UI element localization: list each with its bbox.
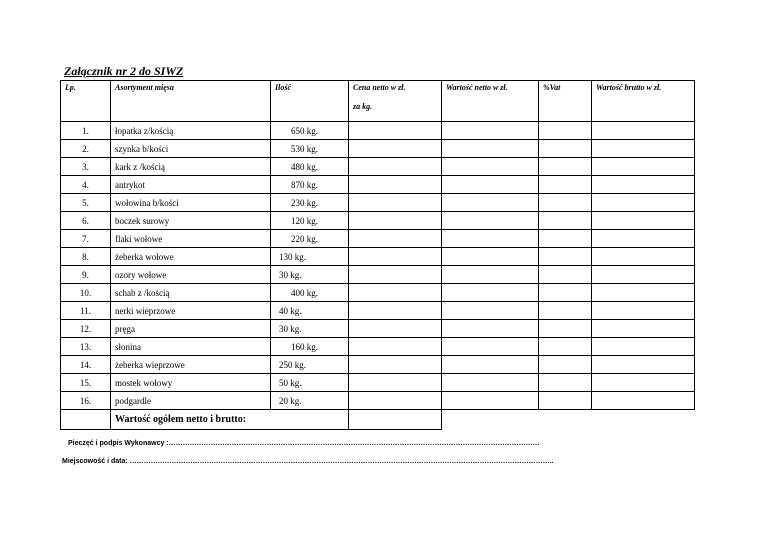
cell-asortyment: schab z /kością: [111, 284, 271, 302]
cell-asortyment: żeberka wieprzowe: [111, 356, 271, 374]
cell-asortyment: podgardle: [111, 392, 271, 410]
cell-cena: [349, 158, 442, 176]
cell-lp: 2.: [61, 140, 111, 158]
cell-cena: [349, 284, 442, 302]
cell-wartosc-brutto: [592, 374, 695, 392]
cell-cena: [349, 248, 442, 266]
table-row: [61, 392, 695, 410]
cell-wartosc-netto: [442, 320, 539, 338]
cell-asortyment: nerki wieprzowe: [111, 302, 271, 320]
cell-cena: [349, 122, 442, 140]
cell-lp: 13.: [61, 338, 111, 356]
cell-vat: [539, 194, 592, 212]
cell-ilosc: 250 kg.: [271, 356, 349, 374]
cell-vat: [539, 140, 592, 158]
cell-vat: [539, 356, 592, 374]
cell-wartosc-netto: [442, 212, 539, 230]
cell-lp: 15.: [61, 374, 111, 392]
table-row: [61, 338, 695, 356]
header-wartosc-brutto: Wartość brutto w zł.: [592, 81, 695, 122]
cell-vat: [539, 158, 592, 176]
cell-wartosc-brutto: [592, 248, 695, 266]
cell-lp: 9.: [61, 266, 111, 284]
cell-wartosc-brutto: [592, 158, 695, 176]
cell-ilosc: 50 kg.: [271, 374, 349, 392]
cell-ilosc: 20 kg.: [271, 392, 349, 410]
table-row: [61, 248, 695, 266]
cell-asortyment: szynka b/kości: [111, 140, 271, 158]
cell-wartosc-brutto: [592, 122, 695, 140]
cell-lp: 11.: [61, 302, 111, 320]
cell-wartosc-netto: [442, 392, 539, 410]
cell-cena: [349, 356, 442, 374]
cell-wartosc-brutto: [592, 284, 695, 302]
cell-asortyment: wołowina b/kości: [111, 194, 271, 212]
cell-ilosc: 40 kg.: [271, 302, 349, 320]
table-row: [61, 176, 695, 194]
header-row: [61, 81, 695, 122]
cell-wartosc-netto: [442, 230, 539, 248]
cell-lp: 10.: [61, 284, 111, 302]
cell-ilosc: 220 kg.: [271, 230, 349, 248]
cell-lp: 16.: [61, 392, 111, 410]
cell-asortyment: łopatka z/kością: [111, 122, 271, 140]
table-row: [61, 374, 695, 392]
total-row: [61, 410, 695, 430]
table-row: [61, 284, 695, 302]
cell-wartosc-brutto: [592, 392, 695, 410]
cell-ilosc: 160 kg.: [271, 338, 349, 356]
cell-wartosc-netto: [442, 374, 539, 392]
cell-wartosc-netto: [442, 266, 539, 284]
cell-asortyment: flaki wołowe: [111, 230, 271, 248]
cell-lp: 3.: [61, 158, 111, 176]
cell-vat: [539, 230, 592, 248]
signature-line: Pieczęć i podpis Wykonawcy :……………………………………………………………………………………………………………………………………………: [68, 440, 540, 447]
header-cena-line1: Cena netto w zł.: [353, 83, 406, 92]
cell-wartosc-brutto: [592, 266, 695, 284]
cell-cena: [349, 392, 442, 410]
header-cena: [349, 81, 442, 122]
cell-vat: [539, 392, 592, 410]
cell-wartosc-brutto: [592, 320, 695, 338]
price-table: [60, 80, 695, 430]
cell-total-value: [349, 410, 442, 430]
cell-wartosc-brutto: [592, 302, 695, 320]
table-row: [61, 158, 695, 176]
cell-asortyment: słonina: [111, 338, 271, 356]
header-wartosc-netto: Wartość netto w zł.: [442, 81, 539, 122]
cell-wartosc-brutto: [592, 338, 695, 356]
cell-wartosc-brutto: [592, 194, 695, 212]
cell-vat: [539, 374, 592, 392]
cell-lp: 1.: [61, 122, 111, 140]
cell-ilosc: 530 kg.: [271, 140, 349, 158]
header-lp: Lp.: [61, 81, 111, 122]
cell-wartosc-netto: [442, 122, 539, 140]
cell-lp: 6.: [61, 212, 111, 230]
table-row: [61, 302, 695, 320]
table-row: [61, 266, 695, 284]
cell-lp: 5.: [61, 194, 111, 212]
cell-cena: [349, 176, 442, 194]
cell-wartosc-brutto: [592, 140, 695, 158]
cell-wartosc-brutto: [592, 212, 695, 230]
cell-ilosc: 870 kg.: [271, 176, 349, 194]
cell-lp: 7.: [61, 230, 111, 248]
cell-asortyment: boczek surowy: [111, 212, 271, 230]
cell-asortyment: ozory wołowe: [111, 266, 271, 284]
cell-ilosc: 30 kg.: [271, 320, 349, 338]
cell-asortyment: żeberka wołowe: [111, 248, 271, 266]
table-row: [61, 320, 695, 338]
place-date-line: Miejscowość i data: ………………………………………………………………………………………………………………………………………………………………..: [62, 458, 554, 465]
total-label: Wartość ogółem netto i brutto:: [111, 410, 349, 430]
cell-asortyment: pręga: [111, 320, 271, 338]
table-row: [61, 212, 695, 230]
cell-wartosc-brutto: [592, 356, 695, 374]
cell-vat: [539, 302, 592, 320]
table-row: [61, 140, 695, 158]
cell-cena: [349, 194, 442, 212]
cell-wartosc-netto: [442, 176, 539, 194]
cell-cena: [349, 374, 442, 392]
cell-ilosc: 30 kg.: [271, 266, 349, 284]
cell-wartosc-netto: [442, 140, 539, 158]
cell-cena: [349, 320, 442, 338]
cell-vat: [539, 266, 592, 284]
cell-ilosc: 230 kg.: [271, 194, 349, 212]
cell-wartosc-netto: [442, 248, 539, 266]
cell-vat: [539, 248, 592, 266]
cell-vat: [539, 176, 592, 194]
cell-lp: 8.: [61, 248, 111, 266]
cell-lp: 4.: [61, 176, 111, 194]
table-row: [61, 230, 695, 248]
cell-wartosc-netto: [442, 194, 539, 212]
cell-wartosc-netto: [442, 158, 539, 176]
cell-ilosc: 400 kg.: [271, 284, 349, 302]
cell-asortyment: antrykot: [111, 176, 271, 194]
cell-vat: [539, 284, 592, 302]
cell-wartosc-brutto: [592, 176, 695, 194]
cell-wartosc-netto: [442, 284, 539, 302]
table-row: [61, 356, 695, 374]
table-row: [61, 194, 695, 212]
cell-wartosc-netto: [442, 302, 539, 320]
cell-wartosc-netto: [442, 338, 539, 356]
cell-asortyment: mostek wołowy: [111, 374, 271, 392]
cell-total-lp: [61, 410, 111, 430]
header-ilosc: Ilość: [271, 81, 349, 122]
document-title: Załącznik nr 2 do SIWZ: [64, 64, 184, 78]
cell-asortyment: kark z /kością: [111, 158, 271, 176]
header-vat: %Vat: [539, 81, 592, 122]
cell-cena: [349, 230, 442, 248]
table-body: [61, 122, 695, 430]
cell-vat: [539, 338, 592, 356]
cell-ilosc: 650 kg.: [271, 122, 349, 140]
cell-cena: [349, 302, 442, 320]
cell-wartosc-netto: [442, 356, 539, 374]
cell-ilosc: 480 kg.: [271, 158, 349, 176]
cell-ilosc: 120 kg.: [271, 212, 349, 230]
cell-lp: 14.: [61, 356, 111, 374]
cell-cena: [349, 140, 442, 158]
cell-cena: [349, 266, 442, 284]
cell-wartosc-brutto: [592, 230, 695, 248]
header-cena-line2: za kg.: [353, 102, 373, 111]
cell-ilosc: 130 kg.: [271, 248, 349, 266]
cell-cena: [349, 338, 442, 356]
cell-lp: 12.: [61, 320, 111, 338]
cell-cena: [349, 212, 442, 230]
table-row: [61, 122, 695, 140]
header-asortyment: Asortyment mięsa: [111, 81, 271, 122]
cell-vat: [539, 212, 592, 230]
cell-vat: [539, 122, 592, 140]
cell-vat: [539, 320, 592, 338]
